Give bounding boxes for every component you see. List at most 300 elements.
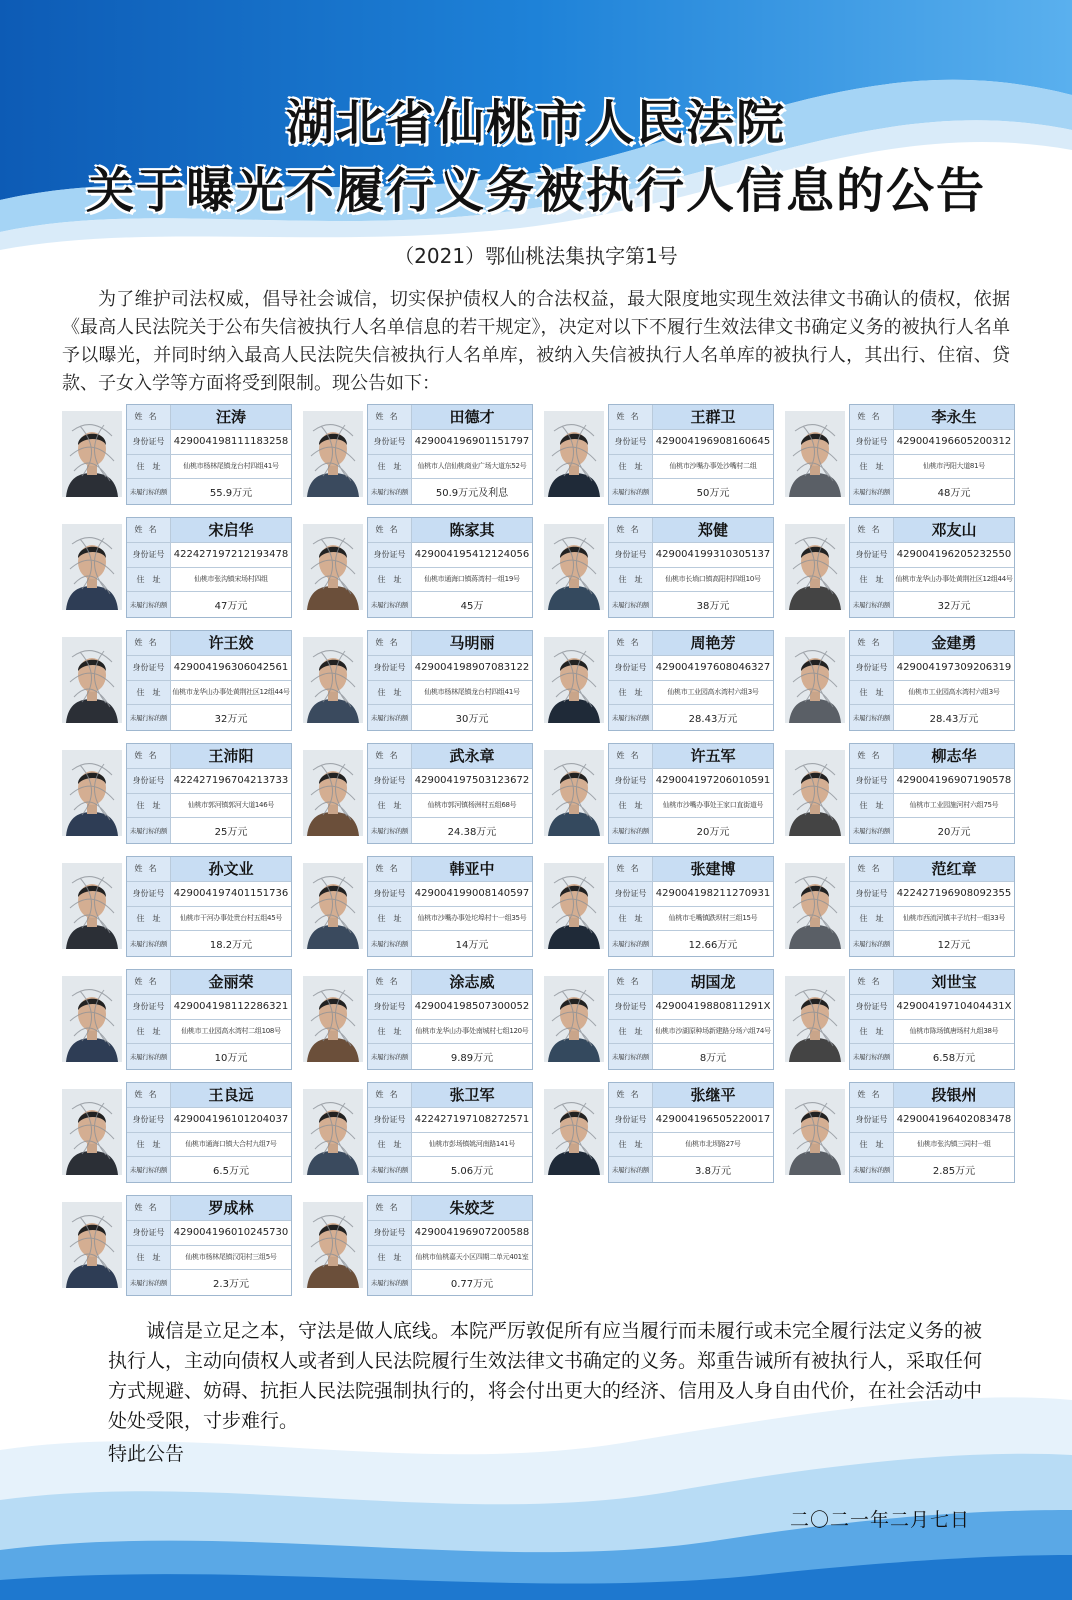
name-label: 姓名: [609, 970, 653, 995]
debtor-amount: 3.8万元: [695, 1166, 731, 1178]
debtor-amount: 50万元: [696, 488, 730, 500]
address-label: 住 址: [127, 794, 171, 819]
amount-label: 未履行标的额: [850, 592, 894, 617]
debtor-address: 仙桃市彭场镇姚河南路141号: [412, 1133, 532, 1158]
debtor-card: [303, 969, 535, 1070]
name-label: 姓名: [850, 744, 894, 769]
debtor-amount: 9.89万元: [450, 1053, 494, 1065]
id-label: 身份证号: [609, 1108, 653, 1133]
debtor-info-table: [126, 1195, 292, 1296]
debtor-name: 范红章: [894, 857, 1014, 882]
debtor-card: [544, 856, 776, 957]
debtor-address: 仙桃市郭河镇杨洲村五组68号: [412, 794, 532, 819]
person-photo: [303, 976, 363, 1062]
debtor-address: 仙桃市工业园施河村六组75号: [894, 794, 1014, 819]
debtor-name: 王群卫: [653, 405, 773, 430]
debtor-info-table: [126, 630, 292, 731]
address-label: 住 址: [368, 1246, 412, 1271]
name-label: 姓名: [368, 744, 412, 769]
name-label: 姓名: [850, 518, 894, 543]
debtor-id: 429004196101204037: [171, 1108, 291, 1133]
debtor-id: 429004196205232550: [894, 543, 1014, 568]
debtor-amount: 28.43万元: [929, 714, 979, 726]
debtor-amount: 24.38万元: [447, 827, 497, 839]
debtor-name: 武永章: [412, 744, 532, 769]
id-label: 身份证号: [127, 1108, 171, 1133]
intro-paragraph: 为了维护司法权威，倡导社会诚信，切实保护债权人的合法权益，最大限度地实现生效法律文书确认的债权，依据《最高人民法院关于公布失信被执行人名单信息的若干规定》，决定对以下不履行生效法律文书确定义务的被执行人名单予以曝光，并同时纳入最高人民法院失信被执行人名单库，被纳入失信被执行人名单库的被执行人，其出行、住宿、贷款、子女入学等方面将受到限制。现公告如下：: [62, 289, 1010, 394]
amount-label: 未履行标的额: [127, 931, 171, 956]
person-photo: [544, 750, 604, 836]
amount-label: 未履行标的额: [368, 479, 412, 504]
debtor-info-table: [126, 969, 292, 1070]
address-label: 住 址: [127, 455, 171, 480]
debtor-amount: 12万元: [937, 940, 971, 952]
person-photo: [303, 637, 363, 723]
debtor-name: 金建勇: [894, 631, 1014, 656]
debtor-info-table: [126, 404, 292, 505]
debtor-card: [785, 743, 1017, 844]
debtor-amount: 28.43万元: [688, 714, 738, 726]
id-label: 身份证号: [850, 656, 894, 681]
address-label: 住 址: [609, 794, 653, 819]
person-photo: [785, 637, 845, 723]
debtor-amount: 2.3万元: [213, 1279, 249, 1291]
debtor-info-table: [608, 517, 774, 618]
debtor-card: [785, 404, 1017, 505]
debtor-name: 韩亚中: [412, 857, 532, 882]
debtor-amount: 2.85万元: [932, 1166, 976, 1178]
person-photo: [303, 411, 363, 497]
person-photo: [544, 637, 604, 723]
debtor-name: 张卫军: [412, 1083, 532, 1108]
debtor-amount: 32万元: [214, 714, 248, 726]
debtor-info-table: [608, 743, 774, 844]
id-label: 身份证号: [850, 995, 894, 1020]
amount-label: 未履行标的额: [850, 931, 894, 956]
debtor-name: 张建博: [653, 857, 773, 882]
person-photo: [785, 750, 845, 836]
amount-label: 未履行标的额: [609, 1044, 653, 1069]
debtor-amount: 0.77万元: [450, 1279, 494, 1291]
debtor-info-table: [367, 969, 533, 1070]
special-notice: 特此公告: [108, 1443, 185, 1465]
person-photo: [303, 524, 363, 610]
debtor-card: [785, 969, 1017, 1070]
name-label: 姓名: [127, 1196, 171, 1221]
debtor-info-table: [367, 404, 533, 505]
id-label: 身份证号: [609, 543, 653, 568]
id-label: 身份证号: [368, 769, 412, 794]
address-label: 住 址: [368, 794, 412, 819]
address-label: 住 址: [127, 907, 171, 932]
debtor-amount: 55.9万元: [209, 488, 253, 500]
debtor-id: 429004198507300052: [412, 995, 532, 1020]
debtor-name: 柳志华: [894, 744, 1014, 769]
address-label: 住 址: [368, 681, 412, 706]
debtor-id: 429004196605200312: [894, 430, 1014, 455]
debtor-name: 胡国龙: [653, 970, 773, 995]
debtor-card: [544, 1082, 776, 1183]
amount-label: 未履行标的额: [127, 479, 171, 504]
person-photo: [785, 411, 845, 497]
debtor-card: [303, 1195, 535, 1296]
debtor-amount: 32万元: [937, 601, 971, 613]
debtor-amount: 6.58万元: [932, 1053, 976, 1065]
person-photo: [303, 863, 363, 949]
amount-label: 未履行标的额: [368, 931, 412, 956]
debtor-card: [785, 1082, 1017, 1183]
debtor-grid: [62, 404, 1014, 1296]
debtor-amount: 48万元: [937, 488, 971, 500]
id-label: 身份证号: [127, 430, 171, 455]
debtor-card: [62, 1082, 294, 1183]
debtor-name: 张继平: [653, 1083, 773, 1108]
amount-label: 未履行标的额: [127, 1044, 171, 1069]
name-label: 姓名: [850, 970, 894, 995]
name-label: 姓名: [127, 970, 171, 995]
name-label: 姓名: [368, 970, 412, 995]
address-label: 住 址: [368, 1133, 412, 1158]
debtor-address: 仙桃市杨林尾镇汉阳村三组5号: [171, 1246, 291, 1271]
id-label: 身份证号: [127, 769, 171, 794]
name-label: 姓名: [609, 1083, 653, 1108]
debtor-id: 422427197108272571: [412, 1108, 532, 1133]
debtor-address: 仙桃市干河办事处贵台村五组45号: [171, 907, 291, 932]
debtor-name: 王沛阳: [171, 744, 291, 769]
person-photo: [785, 976, 845, 1062]
amount-label: 未履行标的额: [368, 1044, 412, 1069]
person-photo: [303, 1089, 363, 1175]
amount-label: 未履行标的额: [368, 1270, 412, 1295]
debtor-amount: 38万元: [696, 601, 730, 613]
id-label: 身份证号: [127, 656, 171, 681]
debtor-id: 429004196402083478: [894, 1108, 1014, 1133]
debtor-info-table: [367, 1082, 533, 1183]
name-label: 姓名: [609, 857, 653, 882]
debtor-card: [544, 630, 776, 731]
id-label: 身份证号: [368, 656, 412, 681]
debtor-address: 仙桃市陈场镇唐场村九组38号: [894, 1020, 1014, 1045]
person-photo: [62, 750, 122, 836]
person-photo: [303, 1202, 363, 1288]
amount-label: 未履行标的额: [609, 479, 653, 504]
debtor-id: 429004196505220017: [653, 1108, 773, 1133]
address-label: 住 址: [850, 1020, 894, 1045]
debtor-name: 马明丽: [412, 631, 532, 656]
id-label: 身份证号: [127, 543, 171, 568]
person-photo: [62, 524, 122, 610]
debtor-id: 42900419710404431X: [894, 995, 1014, 1020]
debtor-amount: 14万元: [455, 940, 489, 952]
debtor-id: 429004198111183258: [171, 430, 291, 455]
debtor-address: 仙桃市沙嘴办事处坨埠村十一组35号: [412, 907, 532, 932]
debtor-amount: 50.9万元及利息: [435, 488, 509, 500]
debtor-card: [785, 856, 1017, 957]
amount-label: 未履行标的额: [127, 592, 171, 617]
debtor-address: 仙桃市沙嘴办事处王家口直街道号: [653, 794, 773, 819]
person-photo: [62, 1089, 122, 1175]
address-label: 住 址: [609, 907, 653, 932]
debtor-name: 涂志威: [412, 970, 532, 995]
debtor-card: [62, 630, 294, 731]
address-label: 住 址: [127, 1133, 171, 1158]
id-label: 身份证号: [609, 882, 653, 907]
address-label: 住 址: [609, 455, 653, 480]
debtor-info-table: [367, 743, 533, 844]
debtor-info-table: [849, 1082, 1015, 1183]
debtor-card: [303, 630, 535, 731]
debtor-info-table: [849, 517, 1015, 618]
debtor-info-table: [849, 630, 1015, 731]
debtor-address: 仙桃市西流河镇丰子坑村一组33号: [894, 907, 1014, 932]
debtor-id: 422427196704213733: [171, 769, 291, 794]
name-label: 姓名: [609, 405, 653, 430]
debtor-name: 孙文业: [171, 857, 291, 882]
closing-section: [108, 1316, 998, 1469]
debtor-name: 段银州: [894, 1083, 1014, 1108]
id-label: 身份证号: [609, 769, 653, 794]
debtor-card: [62, 743, 294, 844]
debtor-address: 仙桃市张沟镇宋场村四组: [171, 568, 291, 593]
id-label: 身份证号: [368, 1221, 412, 1246]
debtor-name: 陈家其: [412, 518, 532, 543]
debtor-amount: 45万: [460, 601, 484, 613]
debtor-id: 429004197309206319: [894, 656, 1014, 681]
id-label: 身份证号: [850, 882, 894, 907]
debtor-amount: 47万元: [214, 601, 248, 613]
debtor-amount: 6.5万元: [213, 1166, 249, 1178]
debtor-id: 422427197212193478: [171, 543, 291, 568]
id-label: 身份证号: [609, 656, 653, 681]
address-label: 住 址: [368, 568, 412, 593]
debtor-id: 429004199310305137: [653, 543, 773, 568]
debtor-address: 仙桃市通海口镇大合村九组7号: [171, 1133, 291, 1158]
debtor-id: 422427196908092355: [894, 882, 1014, 907]
debtor-id: 429004198211270931: [653, 882, 773, 907]
debtor-id: 429004196901151797: [412, 430, 532, 455]
debtor-card: [544, 743, 776, 844]
debtor-address: 仙桃市杨林尾镇龙台村四组41号: [412, 681, 532, 706]
name-label: 姓名: [127, 744, 171, 769]
debtor-card: [544, 517, 776, 618]
id-label: 身份证号: [609, 430, 653, 455]
amount-label: 未履行标的额: [127, 705, 171, 730]
debtor-id: 429004196908160645: [653, 430, 773, 455]
debtor-name: 许王姣: [171, 631, 291, 656]
debtor-id: 429004197206010591: [653, 769, 773, 794]
debtor-id: 429004199008140597: [412, 882, 532, 907]
debtor-info-table: [849, 856, 1015, 957]
person-photo: [62, 411, 122, 497]
name-label: 姓名: [368, 1083, 412, 1108]
debtor-info-table: [126, 517, 292, 618]
name-label: 姓名: [609, 744, 653, 769]
debtor-amount: 20万元: [937, 827, 971, 839]
debtor-card: [303, 517, 535, 618]
debtor-amount: 8万元: [699, 1053, 727, 1065]
id-label: 身份证号: [368, 882, 412, 907]
debtor-address: 仙桃市沙湖原种场新建路分场六组74号: [653, 1020, 773, 1045]
debtor-address: 仙桃市北坝路27号: [653, 1133, 773, 1158]
name-label: 姓名: [368, 518, 412, 543]
address-label: 住 址: [850, 455, 894, 480]
debtor-card: [62, 856, 294, 957]
id-label: 身份证号: [127, 995, 171, 1020]
person-photo: [785, 1089, 845, 1175]
debtor-info-table: [126, 743, 292, 844]
debtor-info-table: [367, 1195, 533, 1296]
closing-paragraph: 诚信是立足之本，守法是做人底线。本院严厉敦促所有应当履行而未履行或未完全履行法定义务的被执行人，主动向债权人或者到人民法院履行生效法律文书确定的义务。郑重告诫所有被执行人，采取任何方式规避、妨碍、抗拒人民法院强制执行的，将会付出更大的经济、信用及人身自由代价，在社会活动中处处受限，寸步难行。: [108, 1320, 983, 1432]
debtor-name: 许五军: [653, 744, 773, 769]
name-label: 姓名: [368, 631, 412, 656]
amount-label: 未履行标的额: [850, 1044, 894, 1069]
debtor-id: 429004197401151736: [171, 882, 291, 907]
debtor-card: [303, 1082, 535, 1183]
debtor-id: 429004195412124056: [412, 543, 532, 568]
debtor-card: [544, 404, 776, 505]
debtor-card: [62, 1195, 294, 1296]
person-photo: [303, 750, 363, 836]
debtor-info-table: [367, 517, 533, 618]
debtor-address: 仙桃市龙华山办事处南城村七组120号: [412, 1020, 532, 1045]
debtor-address: 仙桃市仙桃嘉天小区四期二单元401室: [412, 1246, 532, 1271]
id-label: 身份证号: [609, 995, 653, 1020]
debtor-info-table: [608, 856, 774, 957]
debtor-info-table: [849, 404, 1015, 505]
page-subtitle: 关于曝光不履行义务被执行人信息的公告: [85, 163, 986, 219]
amount-label: 未履行标的额: [850, 1157, 894, 1182]
debtor-name: 王良远: [171, 1083, 291, 1108]
amount-label: 未履行标的额: [127, 818, 171, 843]
debtor-amount: 10万元: [214, 1053, 248, 1065]
amount-label: 未履行标的额: [127, 1157, 171, 1182]
id-label: 身份证号: [850, 543, 894, 568]
debtor-card: [62, 517, 294, 618]
debtor-info-table: [367, 856, 533, 957]
address-label: 住 址: [850, 794, 894, 819]
page-title: 湖北省仙桃市人民法院: [285, 95, 786, 151]
amount-label: 未履行标的额: [368, 592, 412, 617]
debtor-address: 仙桃市人信仙桃商业广场大道东52号: [412, 455, 532, 480]
address-label: 住 址: [127, 568, 171, 593]
debtor-amount: 12.66万元: [688, 940, 738, 952]
debtor-address: 仙桃市龙华山办事处黄荆社区12组44号: [171, 681, 291, 706]
address-label: 住 址: [127, 1020, 171, 1045]
name-label: 姓名: [850, 1083, 894, 1108]
debtor-id: 429004197503123672: [412, 769, 532, 794]
debtor-name: 李永生: [894, 405, 1014, 430]
id-label: 身份证号: [127, 882, 171, 907]
debtor-info-table: [608, 404, 774, 505]
debtor-info-table: [126, 1082, 292, 1183]
amount-label: 未履行标的额: [850, 479, 894, 504]
debtor-address: 仙桃市工业园高水湾村六组3号: [653, 681, 773, 706]
id-label: 身份证号: [368, 430, 412, 455]
name-label: 姓名: [127, 518, 171, 543]
id-label: 身份证号: [850, 769, 894, 794]
debtor-address: 仙桃市沙嘴办事处沙嘴村二组: [653, 455, 773, 480]
id-label: 身份证号: [127, 1221, 171, 1246]
name-label: 姓名: [127, 1083, 171, 1108]
debtor-amount: 25万元: [214, 827, 248, 839]
id-label: 身份证号: [850, 1108, 894, 1133]
debtor-id: 429004196907190578: [894, 769, 1014, 794]
debtor-name: 罗成林: [171, 1196, 291, 1221]
debtor-address: 仙桃市杨林尾镇龙台村四组41号: [171, 455, 291, 480]
debtor-info-table: [608, 969, 774, 1070]
debtor-address: 仙桃市通海口镇蒋湾村一组19号: [412, 568, 532, 593]
amount-label: 未履行标的额: [609, 705, 653, 730]
person-photo: [544, 1089, 604, 1175]
debtor-info-table: [367, 630, 533, 731]
debtor-info-table: [608, 630, 774, 731]
name-label: 姓名: [368, 857, 412, 882]
name-label: 姓名: [127, 631, 171, 656]
amount-label: 未履行标的额: [127, 1270, 171, 1295]
name-label: 姓名: [850, 631, 894, 656]
name-label: 姓名: [127, 405, 171, 430]
address-label: 住 址: [609, 1133, 653, 1158]
address-label: 住 址: [850, 1133, 894, 1158]
person-photo: [544, 411, 604, 497]
debtor-id: 429004198112286321: [171, 995, 291, 1020]
debtor-id: 429004196010245730: [171, 1221, 291, 1246]
debtor-card: [544, 969, 776, 1070]
debtor-id: 429004196907200588: [412, 1221, 532, 1246]
debtor-id: 429004196306042561: [171, 656, 291, 681]
person-photo: [544, 524, 604, 610]
debtor-address: 仙桃市毛嘴镇跌坝村三组15号: [653, 907, 773, 932]
id-label: 身份证号: [368, 995, 412, 1020]
debtor-address: 仙桃市长埫口镇高阳村四组10号: [653, 568, 773, 593]
debtor-name: 金丽荣: [171, 970, 291, 995]
amount-label: 未履行标的额: [609, 592, 653, 617]
notice-date: 二〇二一年二月七日: [790, 1509, 971, 1531]
debtor-card: [785, 630, 1017, 731]
name-label: 姓名: [127, 857, 171, 882]
debtor-address: 仙桃市张沟镇三同村一组: [894, 1133, 1014, 1158]
debtor-address: 仙桃市龙华山办事处黄荆社区12组44号: [894, 568, 1014, 593]
debtor-name: 汪涛: [171, 405, 291, 430]
debtor-info-table: [126, 856, 292, 957]
document-number: （2021）鄂仙桃法集执字第1号: [394, 244, 678, 268]
id-label: 身份证号: [850, 430, 894, 455]
address-label: 住 址: [368, 907, 412, 932]
name-label: 姓名: [368, 1196, 412, 1221]
name-label: 姓名: [609, 518, 653, 543]
debtor-info-table: [849, 969, 1015, 1070]
debtor-address: 仙桃市工业园高水湾村六组3号: [894, 681, 1014, 706]
debtor-name: 朱姣芝: [412, 1196, 532, 1221]
amount-label: 未履行标的额: [609, 818, 653, 843]
debtor-id: 429004198907083122: [412, 656, 532, 681]
amount-label: 未履行标的额: [368, 1157, 412, 1182]
id-label: 身份证号: [368, 1108, 412, 1133]
debtor-amount: 30万元: [455, 714, 489, 726]
amount-label: 未履行标的额: [850, 818, 894, 843]
amount-label: 未履行标的额: [368, 818, 412, 843]
amount-label: 未履行标的额: [609, 1157, 653, 1182]
debtor-card: [785, 517, 1017, 618]
person-photo: [62, 1202, 122, 1288]
debtor-address: 仙桃市郭河镇郭河大道146号: [171, 794, 291, 819]
address-label: 住 址: [609, 568, 653, 593]
debtor-name: 田德才: [412, 405, 532, 430]
id-label: 身份证号: [368, 543, 412, 568]
debtor-id: 429004197608046327: [653, 656, 773, 681]
address-label: 住 址: [127, 1246, 171, 1271]
debtor-name: 宋启华: [171, 518, 291, 543]
